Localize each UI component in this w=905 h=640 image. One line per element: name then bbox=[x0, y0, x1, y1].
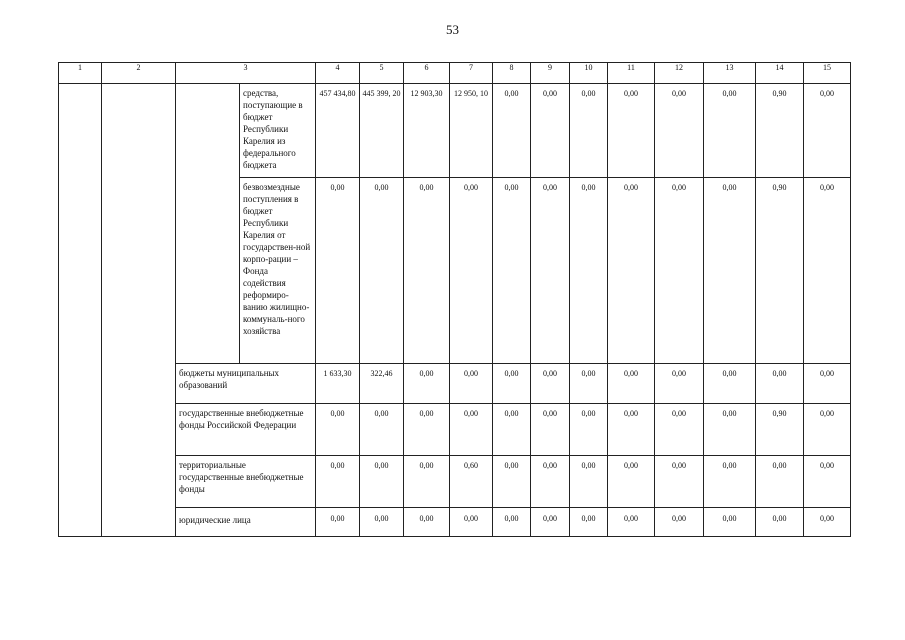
value-cell: 0,00 bbox=[570, 508, 608, 537]
value-cell: 0,00 bbox=[570, 84, 608, 178]
value-cell: 0,00 bbox=[360, 178, 404, 364]
value-cell: 0,00 bbox=[450, 508, 493, 537]
column-header: 5 bbox=[360, 63, 404, 84]
value-cell: 0,00 bbox=[404, 178, 450, 364]
row-label: территориальные государственные внебюджетные фонды bbox=[176, 456, 316, 508]
column-header: 14 bbox=[756, 63, 804, 84]
column-header: 6 bbox=[404, 63, 450, 84]
value-cell: 0,00 bbox=[360, 456, 404, 508]
value-cell: 0,00 bbox=[704, 456, 756, 508]
row-label: безвозмездные поступления в бюджет Республики Карелия от государствен-ной корпо-рации – Фонда содействия реформиро-ванию жилищно-коммуналь-ного хозяйства bbox=[240, 178, 316, 364]
value-cell: 0,00 bbox=[608, 508, 655, 537]
value-cell: 0,00 bbox=[804, 84, 851, 178]
value-cell: 0,00 bbox=[655, 364, 704, 404]
value-cell: 0,90 bbox=[756, 404, 804, 456]
value-cell: 0,00 bbox=[316, 508, 360, 537]
value-cell: 0,00 bbox=[404, 456, 450, 508]
value-cell: 0,00 bbox=[804, 404, 851, 456]
value-cell: 0,00 bbox=[531, 84, 570, 178]
value-cell: 0,00 bbox=[450, 364, 493, 404]
value-cell: 0,00 bbox=[531, 508, 570, 537]
value-cell: 445 399, 20 bbox=[360, 84, 404, 178]
value-cell: 0,60 bbox=[450, 456, 493, 508]
value-cell: 0,00 bbox=[655, 508, 704, 537]
value-cell: 0,00 bbox=[655, 456, 704, 508]
value-cell: 0,00 bbox=[570, 178, 608, 364]
value-cell: 0,00 bbox=[608, 84, 655, 178]
value-cell: 0,00 bbox=[655, 404, 704, 456]
value-cell: 0,00 bbox=[655, 84, 704, 178]
value-cell: 0,00 bbox=[570, 456, 608, 508]
value-cell: 12 903,30 bbox=[404, 84, 450, 178]
value-cell: 0,00 bbox=[608, 178, 655, 364]
column-header: 13 bbox=[704, 63, 756, 84]
value-cell: 0,00 bbox=[360, 404, 404, 456]
budget-table bbox=[58, 62, 851, 537]
value-cell: 0,00 bbox=[756, 364, 804, 404]
value-cell: 0,00 bbox=[608, 404, 655, 456]
value-cell: 0,00 bbox=[531, 456, 570, 508]
value-cell: 0,00 bbox=[316, 456, 360, 508]
value-cell: 0,00 bbox=[493, 508, 531, 537]
value-cell: 0,00 bbox=[804, 178, 851, 364]
value-cell: 0,00 bbox=[704, 178, 756, 364]
table-row bbox=[59, 404, 851, 456]
value-cell: 0,00 bbox=[404, 508, 450, 537]
column-header: 8 bbox=[493, 63, 531, 84]
value-cell: 0,00 bbox=[570, 364, 608, 404]
value-cell: 0,00 bbox=[493, 404, 531, 456]
column-header: 15 bbox=[804, 63, 851, 84]
value-cell: 0,00 bbox=[804, 508, 851, 537]
column-header: 3 bbox=[176, 63, 316, 84]
value-cell: 457 434,80 bbox=[316, 84, 360, 178]
value-cell: 0,90 bbox=[756, 178, 804, 364]
value-cell: 0,00 bbox=[493, 84, 531, 178]
value-cell: 0,00 bbox=[316, 178, 360, 364]
row-label: средства, поступающие в бюджет Республики Карелия из федерального бюджета bbox=[240, 84, 316, 178]
column-header: 9 bbox=[531, 63, 570, 84]
value-cell: 0,00 bbox=[493, 178, 531, 364]
value-cell: 0,00 bbox=[655, 178, 704, 364]
value-cell: 0,00 bbox=[493, 456, 531, 508]
value-cell: 0,00 bbox=[570, 404, 608, 456]
page-number: 53 bbox=[446, 22, 459, 37]
value-cell: 0,00 bbox=[450, 178, 493, 364]
value-cell: 0,00 bbox=[704, 404, 756, 456]
column-header: 11 bbox=[608, 63, 655, 84]
value-cell: 1 633,30 bbox=[316, 364, 360, 404]
value-cell: 0,00 bbox=[360, 508, 404, 537]
value-cell: 0,00 bbox=[704, 84, 756, 178]
row-label: государственные внебюджетные фонды Российской Федерации bbox=[176, 404, 316, 456]
value-cell: 0,00 bbox=[531, 178, 570, 364]
value-cell: 0,00 bbox=[608, 364, 655, 404]
value-cell: 0,00 bbox=[756, 456, 804, 508]
column-header: 4 bbox=[316, 63, 360, 84]
value-cell: 0,00 bbox=[531, 404, 570, 456]
column-header: 7 bbox=[450, 63, 493, 84]
value-cell: 322,46 bbox=[360, 364, 404, 404]
empty-cell bbox=[102, 84, 176, 537]
column-header: 1 bbox=[59, 63, 102, 84]
column-header: 2 bbox=[102, 63, 176, 84]
table-row bbox=[59, 456, 851, 508]
value-cell: 0,00 bbox=[804, 456, 851, 508]
value-cell: 0,90 bbox=[756, 84, 804, 178]
table-row bbox=[59, 364, 851, 404]
value-cell: 0,00 bbox=[404, 404, 450, 456]
value-cell: 12 950, 10 bbox=[450, 84, 493, 178]
value-cell: 0,00 bbox=[450, 404, 493, 456]
empty-cell bbox=[59, 84, 102, 537]
table-row bbox=[59, 84, 851, 178]
value-cell: 0,00 bbox=[608, 456, 655, 508]
row-label: бюджеты муниципальных образований bbox=[176, 364, 316, 404]
table-row bbox=[59, 508, 851, 537]
column-header: 12 bbox=[655, 63, 704, 84]
column-header: 10 bbox=[570, 63, 608, 84]
value-cell: 0,00 bbox=[493, 364, 531, 404]
value-cell: 0,00 bbox=[316, 404, 360, 456]
value-cell: 0,00 bbox=[531, 364, 570, 404]
empty-cell bbox=[176, 84, 240, 364]
value-cell: 0,00 bbox=[756, 508, 804, 537]
value-cell: 0,00 bbox=[804, 364, 851, 404]
header-row bbox=[59, 63, 851, 84]
row-label: юридические лица bbox=[176, 508, 316, 537]
value-cell: 0,00 bbox=[704, 364, 756, 404]
value-cell: 0,00 bbox=[404, 364, 450, 404]
value-cell: 0,00 bbox=[704, 508, 756, 537]
